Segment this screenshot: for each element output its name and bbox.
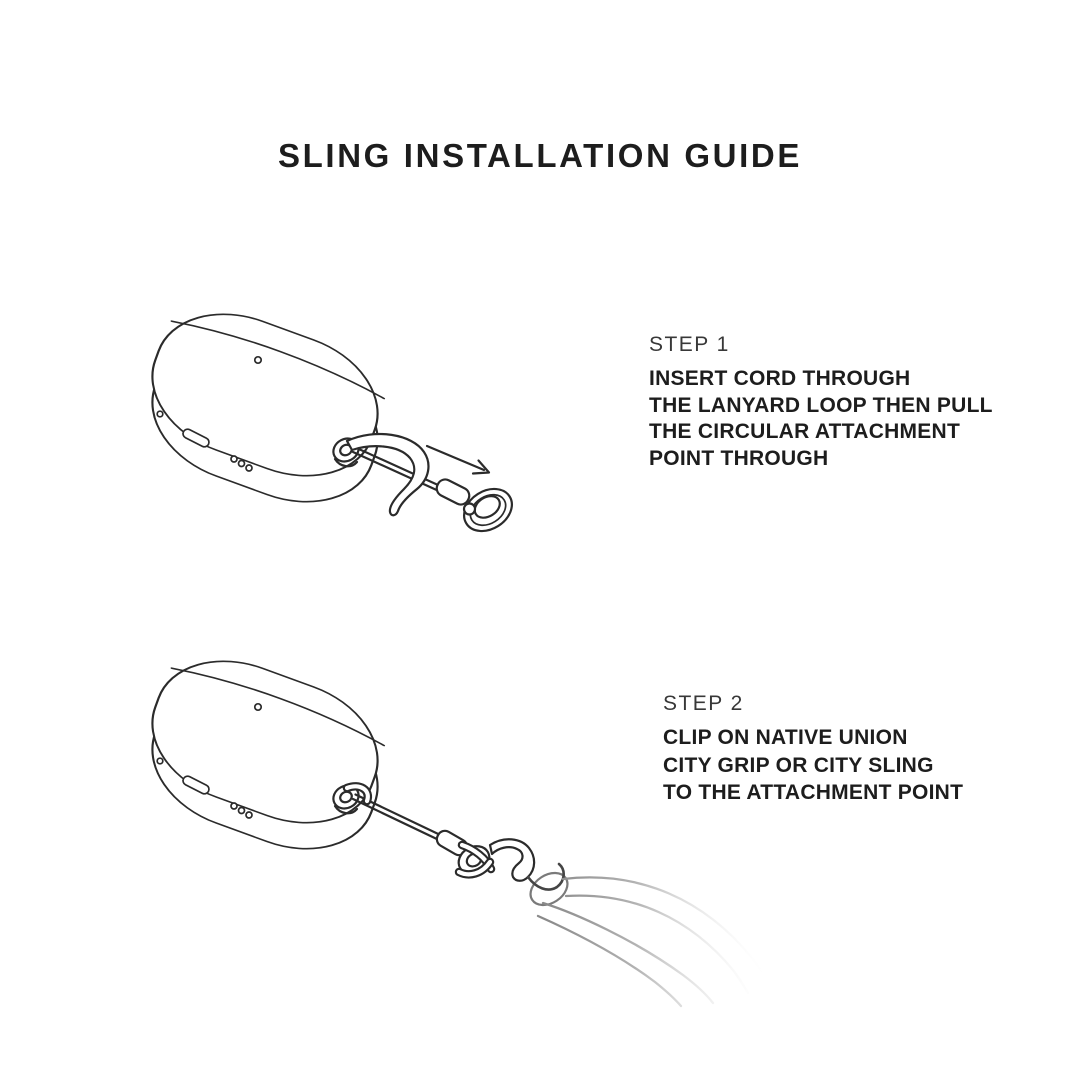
pull-arrow-icon	[427, 446, 489, 474]
cord-crimp	[434, 477, 472, 508]
step-1-line: POINT THROUGH	[649, 446, 829, 470]
step-1-text	[649, 366, 993, 472]
cord	[347, 786, 494, 879]
step-2-block	[663, 693, 963, 807]
airpods-case	[134, 291, 397, 524]
step-2-line: CLIP ON NATIVE UNION	[663, 726, 908, 749]
step-2-text	[663, 724, 963, 807]
step-1-line: THE CIRCULAR ATTACHMENT	[649, 420, 961, 443]
step1-illustration	[134, 291, 520, 539]
step-1-line: INSERT CORD THROUGH	[649, 367, 911, 390]
step-1-block	[649, 334, 993, 472]
step-2-line: TO THE ATTACHMENT POINT	[663, 781, 964, 804]
snap-hook	[490, 839, 534, 880]
step-2-line: CITY GRIP OR CITY SLING	[663, 753, 934, 777]
step-1-line: THE LANYARD LOOP THEN PULL	[649, 393, 993, 417]
cord-end-cap	[464, 504, 475, 515]
step-2-label: STEP 2	[663, 692, 744, 715]
step-1-label: STEP 1	[649, 333, 730, 356]
airpods-case	[134, 638, 397, 871]
page-title: SLING INSTALLATION GUIDE	[277, 137, 803, 174]
sling-strap	[538, 877, 770, 1006]
